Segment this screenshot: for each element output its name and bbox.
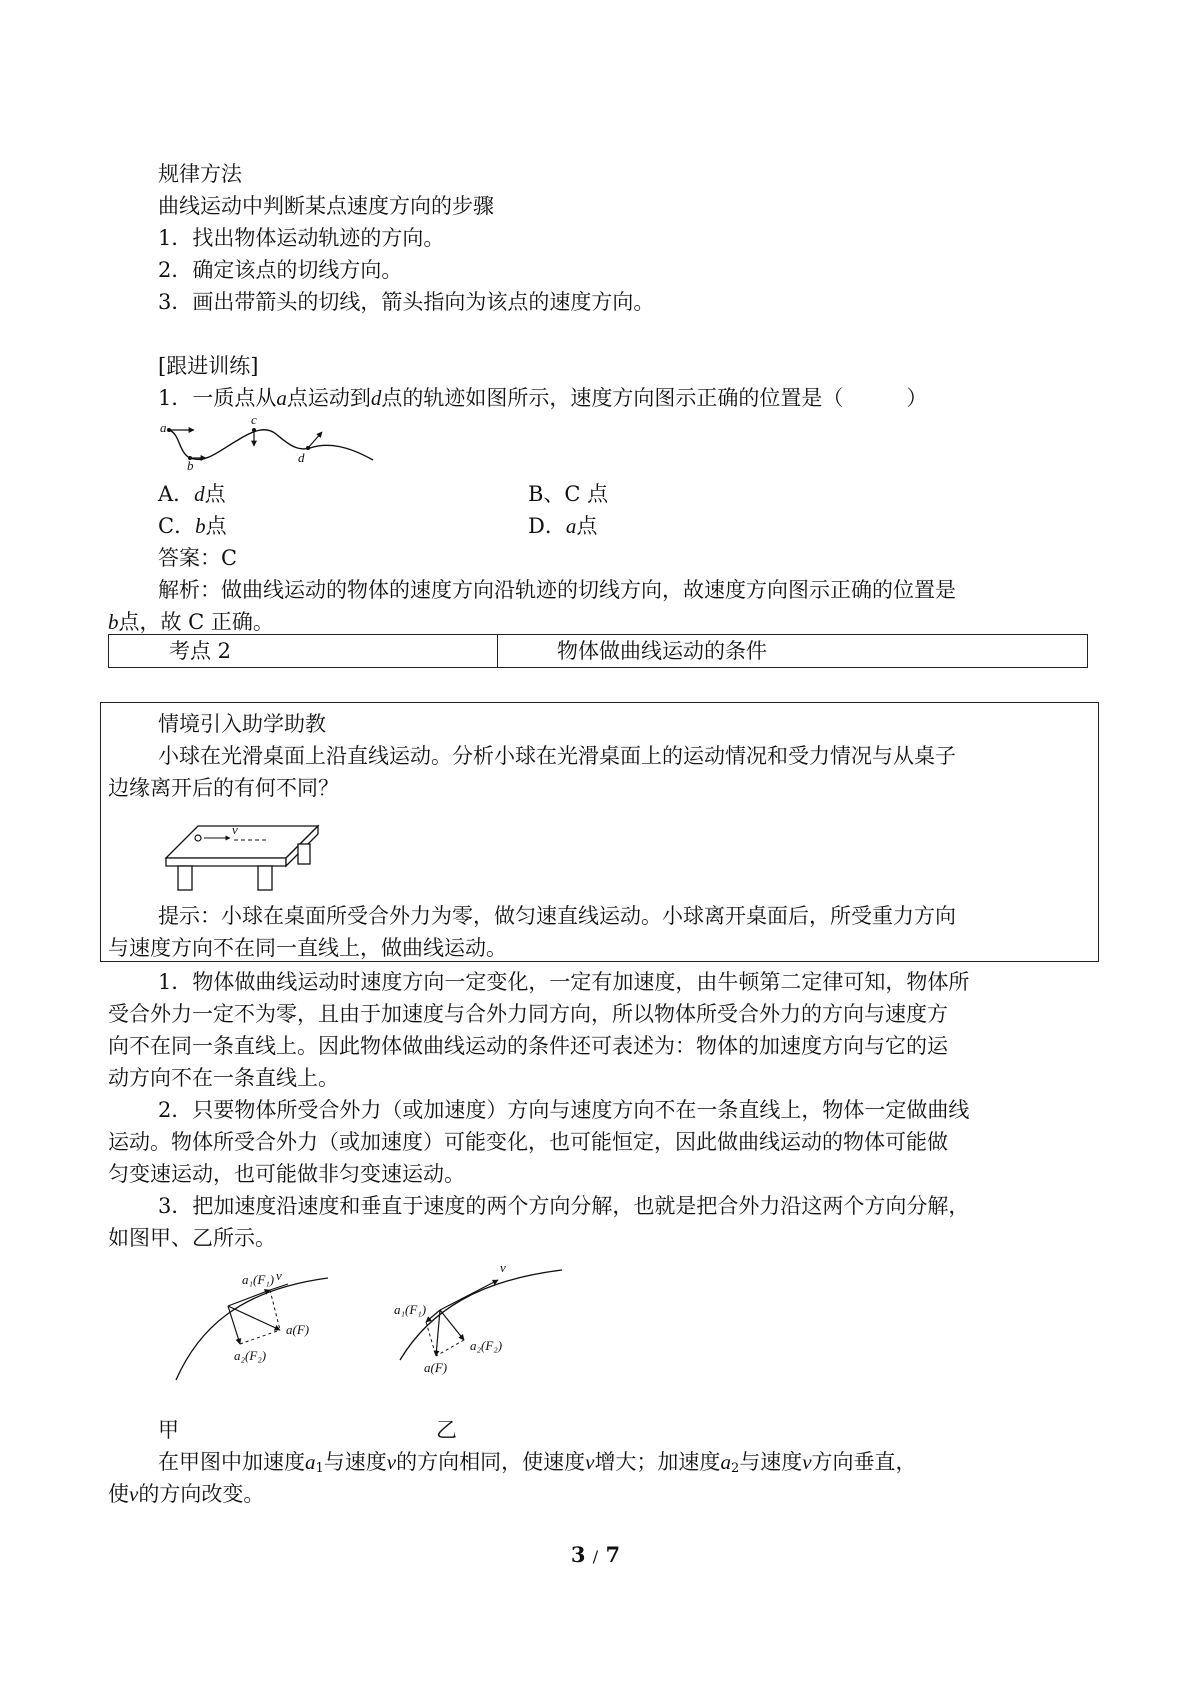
analysis-line-2: b点，故 C 正确。 — [108, 610, 274, 634]
jia-label-a2: a₂(F₂) — [234, 1348, 267, 1363]
yi-a2-arrow — [440, 1310, 464, 1340]
para2-line-3: 匀变速运动，也可能做非匀变速运动。 — [108, 1162, 465, 1186]
jia-label-v: v — [276, 1268, 282, 1283]
option-c: C．b点 — [158, 514, 227, 538]
practice-question: 1．一质点从a点运动到d点的轨迹如图所示，速度方向图示正确的位置是（ ） — [158, 386, 928, 410]
para1-line-1: 1．物体做曲线运动时速度方向一定变化，一定有加速度，由牛顿第二定律可知，物体所 — [158, 970, 970, 994]
figure-yi — [390, 1250, 570, 1390]
option-b: B、C 点 — [528, 482, 609, 506]
yi-v-arrow — [440, 1280, 498, 1310]
label-b: b — [187, 458, 194, 473]
method-title: 规律方法 — [158, 162, 242, 186]
para1-line-2: 受合外力一定不为零，且由于加速度与合外力同方向，所以物体所受合外力的方向与速度方 — [108, 1002, 948, 1026]
option-d: D．a点 — [528, 514, 598, 538]
table-figure — [158, 800, 318, 900]
practice-heading: [跟进训练] — [158, 354, 259, 378]
hint-line-1: 提示：小球在桌面所受合外力为零，做匀速直线运动。小球离开桌面后，所受重力方向 — [158, 904, 956, 928]
method-subtitle: 曲线运动中判断某点速度方向的步骤 — [158, 194, 494, 218]
analysis-line-1: 解析：做曲线运动的物体的速度方向沿轨迹的切线方向，故速度方向图示正确的位置是 — [158, 578, 956, 602]
kaodian-table — [108, 634, 1088, 668]
label-d: d — [298, 450, 305, 465]
yi-label-a1: a₁(F₁) — [394, 1302, 427, 1317]
label-a: a — [160, 420, 167, 435]
hint-line-2: 与速度方向不在同一直线上，做曲线运动。 — [108, 936, 507, 960]
page-number: 3 / 7 — [570, 1542, 621, 1567]
label-c: c — [251, 412, 257, 427]
jia-label-a: a(F) — [286, 1322, 310, 1337]
jia-a2-arrow — [228, 1306, 240, 1344]
figure-jia — [158, 1250, 338, 1390]
jia-label-a1: a₁(F₁) — [242, 1272, 275, 1287]
yi-label-a2: a₂(F₂) — [470, 1338, 503, 1353]
jia-a1-arrow — [228, 1290, 270, 1306]
method-step-1: 1．找出物体运动轨迹的方向。 — [158, 226, 445, 250]
para4-line-2: 使v的方向改变。 — [108, 1482, 265, 1506]
option-a: A．d点 — [158, 482, 226, 506]
table-figure-label-v: v — [232, 822, 238, 837]
answer: 答案：C — [158, 546, 238, 570]
figure-caption-jia: 甲 — [158, 1418, 179, 1442]
para1-line-3: 向不在同一条直线上。因此物体做曲线运动的条件还可表述为：物体的加速度方向与它的运 — [108, 1034, 948, 1058]
yi-label-a: a(F) — [424, 1360, 448, 1375]
method-step-3: 3．画出带箭头的切线，箭头指向为该点的速度方向。 — [158, 290, 655, 314]
context-title: 情境引入助学助教 — [158, 712, 326, 736]
para1-line-4: 动方向不在一条直线上。 — [108, 1066, 339, 1090]
para2-line-1: 2．只要物体所受合外力（或加速度）方向与速度方向不在一条直线上，物体一定做曲线 — [158, 1098, 970, 1122]
kaodian-title: 物体做曲线运动的条件 — [557, 639, 767, 663]
trajectory-figure — [158, 412, 388, 472]
kaodian-number: 考点 2 — [169, 639, 232, 663]
method-step-2: 2．确定该点的切线方向。 — [158, 258, 403, 282]
context-paragraph-line-1: 小球在光滑桌面上沿直线运动。分析小球在光滑桌面上的运动情况和受力情况与从桌子 — [158, 744, 956, 768]
para3-line-1: 3．把加速度沿速度和垂直于速度的两个方向分解，也就是把合外力沿这两个方向分解， — [158, 1194, 970, 1218]
para4-line-1: 在甲图中加速度$a_1$与速度v的方向相同，使速度v增大；加速度$a_2$与速度v方向垂直， — [158, 1450, 917, 1476]
context-paragraph-line-2: 边缘离开后的有何不同？ — [108, 776, 339, 800]
jia-a-arrow — [228, 1306, 280, 1330]
para2-line-2: 运动。物体所受合外力（或加速度）可能变化，也可能恒定，因此做曲线运动的物体可能做 — [108, 1130, 948, 1154]
figure-caption-yi: 乙 — [436, 1418, 457, 1442]
trajectory-curve — [168, 430, 373, 460]
yi-label-v: v — [500, 1260, 506, 1275]
para3-line-2: 如图甲、乙所示。 — [108, 1226, 276, 1250]
